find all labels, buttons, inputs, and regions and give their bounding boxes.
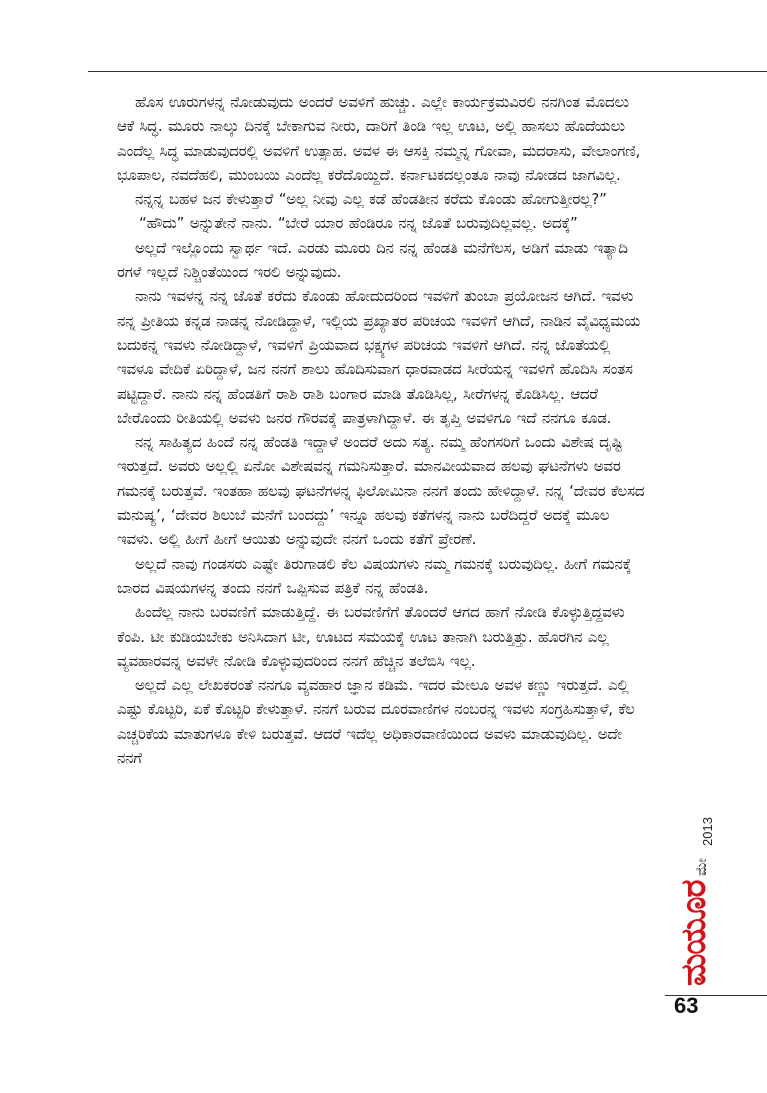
article-paragraph-7: ಅಲ್ಲದೆ ನಾವು ಗಂಡಸರು ಎಷ್ಟೇ ತಿರುಗಾಡಲಿ ಕೆಲ ವಿಷಯಗಳು ನಮ್ಮ ಗಮನಕ್ಕೆ ಬರುವುದಿಲ್ಲ. ಹೀಗೆ ಗಮನಕ್ಕೆ ಬಾರದ ವಿಷಯಗಳನ್ನ ತಂದು ನನಗೆ ಒಪ್ಪಿಸುವ ಪತ್ರಿಕೆ ನನ್ನ ಹೆಂಡತಿ. [117,554,632,597]
article-paragraph-1: ಹೊಸ ಊರುಗಳನ್ನ ನೋಡುವುದು ಅಂದರೆ ಅವಳಿಗೆ ಹುಚ್ಚು. ಎಲ್ಲೇ ಕಾರ್ಯಕ್ರಮವಿರಲಿ ನನಗಿಂತ ಮೊದಲು ಆಕೆ ಸಿದ್ಧ. ಮೂರು ನಾಲ್ಕು ದಿನಕ್ಕೆ ಬೇಕಾಗುವ ನೀರು, ದಾರಿಗೆ ತಿಂಡಿ ಇಲ್ಲ ಊಟ, ಅಲ್ಲಿ ಹಾಸಲು ಹೊದೆಯಲು ಎಂದೆಲ್ಲ ಸಿದ್ಧ ಮಾಡುವುದರಲ್ಲಿ ಅವಳಿಗೆ ಉತ್ಸಾಹ. ಅವಳ ಈ ಆಸಕ್ತಿ ನಮ್ಮನ್ನ ಗೋವಾ, ಮದರಾಸು, ವೇಲಾಂಗಣಿ, ಭೂಪಾಲ, ನವದೆಹಲಿ, ಮುಂಬಯಿ ಎಂದೆಲ್ಲ ಕರೆದೊಯ್ದಿದೆ. ಕರ್ನಾಟಕದಲ್ಲಂತೂ ನಾವು ನೋಡದ ಜಾಗವಿಲ್ಲ. [117,93,641,184]
page-number: 63 [674,993,699,1018]
magazine-name: ಮಯೂರ [674,880,714,986]
article-paragraph-2: ನನ್ನನ್ನ ಬಹಳ ಜನ ಕೇಳುತ್ತಾರೆ “ಅಲ್ಲ ನೀವು ಎಲ್ಲ ಕಡೆ ಹೆಂಡತೀನ ಕರೆದು ಕೊಂಡು ಹೋಗುತ್ತೀರಲ್ಲ?” [135,190,607,209]
article-body [117,90,647,770]
article-paragraph-3: “ಹೌದು” ಅನ್ನುತೇನೆ ನಾನು. “ಬೇರೆ ಯಾರ ಹೆಂಡಿರೂ ನನ್ನ ಜೊತೆ ಬರುವುದಿಲ್ಲವಲ್ಲ. ಅದಕ್ಕೆ” [139,214,578,233]
article-paragraph-5: ನಾನು ಇವಳನ್ನ ನನ್ನ ಜೊತೆ ಕರೆದು ಕೊಂಡು ಹೋದುದರಿಂದ ಇವಳಿಗೆ ತುಂಬಾ ಪ್ರಯೋಜನ ಆಗಿದೆ. ಇವಳು ನನ್ನ ಪ್ರೀತಿಯ ಕನ್ನಡ ನಾಡನ್ನ ನೋಡಿದ್ದಾಳೆ, ಇಲ್ಲಿಯ ಪ್ರಖ್ಯಾತರ ಪರಿಚಯ ಇವಳಿಗೆ ಆಗಿದೆ, ನಾಡಿನ ವೈವಿಧ್ಯಮಯ ಬದುಕನ್ನ ಇವಳು ನೋಡಿದ್ದಾಳೆ, ಇವಳಿಗೆ ಪ್ರಿಯವಾದ ಭಕ್ಷ್ಯಗಳ ಪರಿಚಯ ಇವಳಿಗೆ ಆಗಿದೆ. ನನ್ನ ಜೊತೆಯಲ್ಲಿ ಇವಳೂ ವೇದಿಕೆ ಏರಿದ್ದಾಳೆ, ಜನ ನನಗೆ ಶಾಲು ಹೊದಿಸುವಾಗ ಧಾರವಾಡದ ಸೀರೆಯನ್ನ ಇವಳಿಗೆ ಹೊದಿಸಿ ಸಂತಸ ಪಟ್ಟಿದ್ದಾರೆ. ನಾನು ನನ್ನ ಹೆಂಡತಿಗೆ ರಾಶಿ ರಾಶಿ ಬಂಗಾರ ಮಾಡಿ ತೊಡಿಸಿಲ್ಲ, ಸೀರೆಗಳನ್ನ ಕೊಡಿಸಿಲ್ಲ. ಆದರೆ ಬೇರೊಂದು ರೀತಿಯಲ್ಲಿ ಅವಳು ಜನರ ಗೌರವಕ್ಕೆ ಪಾತ್ರಳಾಗಿದ್ದಾಳೆ. ಈ ತೃಪ್ತಿ ಅವಳಿಗೂ ಇದೆ ನನಗೂ ಕೂಡ. [117,287,641,427]
article-paragraph-9: ಅಲ್ಲದೆ ಎಲ್ಲ ಲೇಖಕರಂತೆ ನನಗೂ ವ್ಯವಹಾರ ಜ್ಞಾನ ಕಡಿಮೆ. ಇದರ ಮೇಲೂ ಅವಳ ಕಣ್ಣು ಇರುತ್ತದೆ. ಎಲ್ಲಿ ಎಷ್ಟು ಕೊಟ್ಟರಿ, ಏಕೆ ಕೊಟ್ಟರಿ ಕೇಳುತ್ತಾಳೆ. ನನಗೆ ಬರುವ ದೂರವಾಣಿಗಳ ನಂಬರನ್ನ ಇವಳು ಸಂಗ್ರಹಿಸುತ್ತಾಳೆ, ಕೆಲ ಎಚ್ಚರಿಕೆಯ ಮಾತುಗಳೂ ಕೇಳಿ ಬರುತ್ತವೆ. ಆದರೆ ಇದೆಲ್ಲ ಅಧಿಕಾರವಾಣಿಯಿಂದ ಅವಳು ಮಾಡುವುದಿಲ್ಲ. ಅದೇ ನನಗೆ [117,676,635,768]
issue-month: ಮೇ [694,858,710,876]
header-rule [88,71,767,72]
article-paragraph-6: ನನ್ನ ಸಾಹಿತ್ಯದ ಹಿಂದೆ ನನ್ನ ಹೆಂಡತಿ ಇದ್ದಾಳೆ ಅಂದರೆ ಅದು ಸತ್ಯ. ನಮ್ಮ ಹೆಂಗಸರಿಗೆ ಒಂದು ವಿಶೇಷ ದೃಷ್ಟಿ ಇರುತ್ತದೆ. ಅವರು ಅಲ್ಲಲ್ಲಿ ಏನೋ ವಿಶೇಷವನ್ನ ಗಮನಿಸುತ್ತಾರೆ. ಮಾನವೀಯವಾದ ಹಲವು ಘಟನೆಗಳು ಅವರ ಗಮನಕ್ಕೆ ಬರುತ್ತವೆ. ಇಂತಹಾ ಹಲವು ಘಟನೆಗಳನ್ನ ಫಿಲೋಮಿನಾ ನನಗೆ ತಂದು ಹೇಳಿದ್ದಾಳೆ. ನನ್ನ ‘ದೇವರ ಕೆಲಸದ ಮನುಷ್ಯ’, ‘ದೇವರ ಶಿಲುಬೆ ಮನೆಗೆ ಬಂದದ್ದು’ ಇನ್ನೂ ಹಲವು ಕತೆಗಳನ್ನ ನಾನು ಬರೆದಿದ್ದರೆ ಅದಕ್ಕೆ ಮೂಲ ಇವಳು. ಅಲ್ಲಿ ಹೀಗೆ ಹೀಗೆ ಆಯಿತು ಅನ್ನುವುದೇ ನನಗೆ ಒಂದು ಕತೆಗೆ ಪ್ರೇರಣೆ. [117,433,645,549]
article-paragraph-8: ಹಿಂದೆಲ್ಲ ನಾನು ಬರವಣಿಗೆ ಮಾಡುತ್ತಿದ್ದೆ. ಈ ಬರವಣಿಗೆಗೆ ತೊಂದರೆ ಆಗದ ಹಾಗೆ ನೋಡಿ ಕೊಳ್ಳುತ್ತಿದ್ದವಳು ಕೆಂಪಿ. ಟೀ ಕುಡಿಯಬೇಕು ಅನಿಸಿದಾಗ ಟೀ, ಊಟದ ಸಮಯಕ್ಕೆ ಊಟ ತಾನಾಗಿ ಬರುತ್ತಿತ್ತು. ಹೊರಗಿನ ಎಲ್ಲ ವ್ಯವಹಾರವನ್ನ ಅವಳೇ ನೋಡಿ ಕೊಳ್ಳುವುದರಿಂದ ನನಗೆ ಹೆಚ್ಚಿನ ತಲೆಬಿಸಿ ಇಲ್ಲ. [117,603,625,670]
article-paragraph-4: ಅಲ್ಲದೆ ಇಲ್ಲೊಂದು ಸ್ವಾರ್ಥ ಇದೆ. ಎರಡು ಮೂರು ದಿನ ನನ್ನ ಹೆಂಡತಿ ಮನೆಗೆಲಸ, ಅಡಿಗೆ ಮಾಡು ಇತ್ಯಾದಿ ರಗಳೆ ಇಲ್ಲದೆ ನಿಶ್ಚಿಂತೆಯಿಂದ ಇರಲಿ ಅನ್ನುವುದು. [117,238,628,282]
issue-year: 2013 [700,817,715,846]
